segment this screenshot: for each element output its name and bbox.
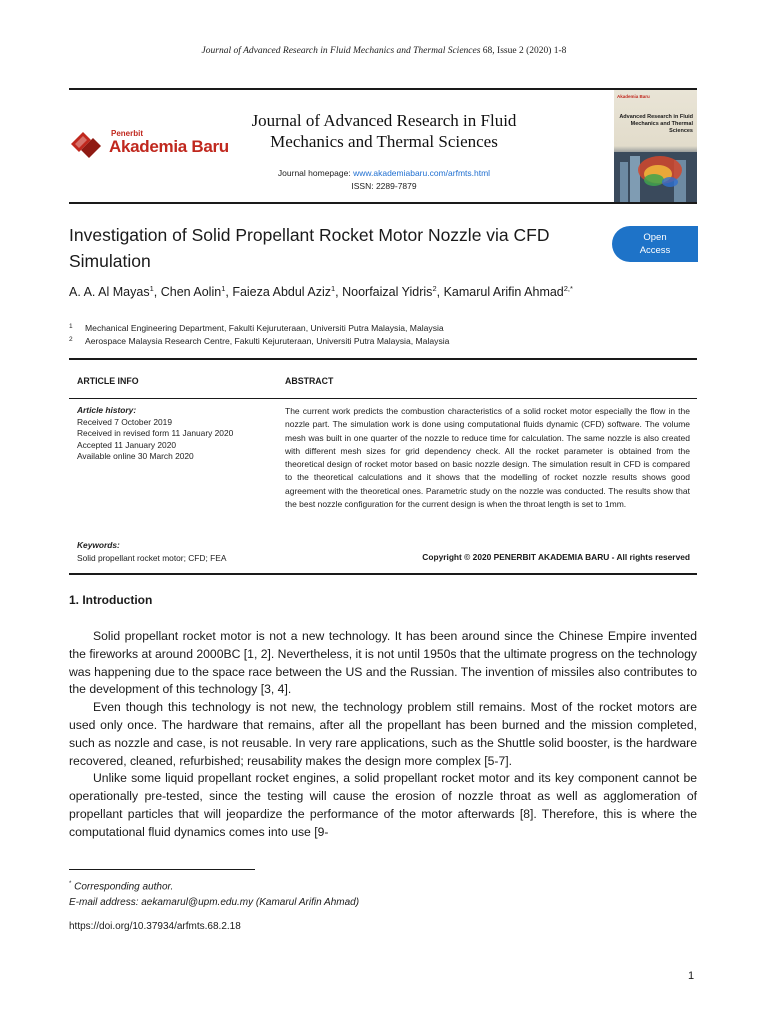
issn: ISSN: 2289-7879 [351,181,417,191]
homepage-link[interactable]: www.akademiabaru.com/arfmts.html [353,168,491,178]
info-bottom-rule [69,573,697,575]
section-heading: 1. Introduction [69,593,153,607]
body-text [69,628,697,842]
affiliation-text: Aerospace Malaysia Research Centre, Fakulti Kejuruteraan, Universiti Putra Malaysia, Malaysia [85,336,450,346]
publisher-name: Akademia Baru [109,137,229,156]
author-affil-mark: 2,* [563,284,573,293]
page-number: 1 [688,970,695,982]
abstract-text: The current work predicts the combustion characteristics of a solid rocket motor especially the flow in the nozzle part. The simulation work is done using computational fluids dynamic (CFD) software. The volume mesh was built in one quarter of the nozzle to reduce time for calculation. The same nozzle is also created with different mesh sizes for grid dependency check. All the rocket parameter is obtained from the theoretical design of rocket motor based on basic nozzle design. The simulation result in CFD is compared to the theoretical calculations and it shows that the modelling of rocket nozzle results shows good agreement with the theoretical ones. Parametric study on the nozzle was conducted. The results show that the best nozzle configuration for the current design is when the throat length is set to 1mm. [285,406,690,510]
email-note: E-mail address: aekamarul@upm.edu.my (Kamarul Arifin Ahmad) [69,897,360,909]
corresponding-author-text: Corresponding author. [74,881,174,893]
author-affil-mark: 1 [221,284,226,293]
history-item: Available online 30 March 2020 [77,451,194,461]
affiliation-item [69,322,449,335]
author-name: Chen Aolin [160,285,222,300]
history-item: Received 7 October 2019 [77,416,172,427]
homepage-label: Journal homepage: [277,168,354,178]
running-head-issue: 68, Issue 2 (2020) 1-8 [482,46,567,56]
corresponding-mark: * [69,881,72,887]
affiliation-item [69,335,449,348]
author-affil-mark: 1 [149,284,154,293]
cover-artwork [614,90,697,202]
author-name: Kamarul Arifin Ahmad [443,285,564,300]
cover-title: Advanced Research in Fluid Mechanics and Thermal Sciences [619,114,693,134]
author-name: Faieza Abdul Aziz [232,285,331,300]
affiliation-text: Mechanical Engineering Department, Fakulti Kejuruteraan, Universiti Putra Malaysia, Malaysia [85,323,444,333]
affiliations [69,322,449,348]
masthead-bottom-rule [69,202,697,204]
author-list: A. A. Al Mayas$^1$, Chen Aolin$^1$, Faieza Abdul Aziz$^1$, Noorfaizal Yidris$^2$, Kamarul Arifin Ahmad$^{2,*}$ [69,284,573,300]
body-paragraph: Even though this technology is not new, the technology problem still remains. Most of the rocket motors are used only once. The hardware that remains, after all the propellant has been burned and the mission completed, such as nozzle and case, is not reusable. In very rare applications, such as the Shuttle solid booster, is the hardware recovered, cleaned, refurbished; reusability makes the design more complex [5-7]. [69,700,698,768]
journal-title-line2: Mechanics and Thermal Sciences [270,132,498,151]
author-affil-mark: 1 [330,284,336,293]
history-item: Accepted 11 January 2020 [77,439,177,450]
running-head-journal: Journal of Advanced Research in Fluid Mechanics and Thermal Sciences [201,46,481,56]
history-item: Received in revised form 11 January 2020 [77,428,234,438]
author-name: Noorfaizal Yidris [342,285,433,300]
footnote-rule [69,869,255,870]
open-access-line2: Access [639,245,671,256]
affiliation-number: 1 [69,323,73,330]
cover-logo: Akademia Baru [617,94,650,99]
doi-link[interactable]: https://doi.org/10.37934/arfmts.68.2.18 [69,921,241,932]
info-top-rule [69,358,697,360]
open-access-badge[interactable] [612,226,698,262]
article-history [77,405,233,463]
body-paragraph: Solid propellant rocket motor is not a new technology. It has been around since the Chinese Empire invented the fireworks at around 2000BC [1, 2]. Nevertheless, it is not until 1950s that the ultimate progress on the technology was happening due to the space race between the US and the Russian. The invention of missiles also contributes to the development of this technology [3, 4]. [69,629,698,697]
publisher-logo-icon [69,128,109,162]
author-affil-mark: 2 [432,284,437,293]
affiliation-number: 2 [69,336,73,343]
article-title: Investigation of Solid Propellant Rocket Motor Nozzle via CFD Simulation [69,225,550,271]
keywords-label: Keywords: [77,540,120,550]
copyright-notice: Copyright © 2020 PENERBIT AKADEMIA BARU - All rights reserved [422,552,690,562]
body-paragraph: Unlike some liquid propellant rocket engines, a solid propellant rocket motor and its key component cannot be operationally pre-tested, since the testing will cause the erosion of nozzle throat as well as agglomeration of propellant particles that will jeopardize the performance of the motor afterwards [8]. Therefore, this is where the computational fluid dynamics comes into use [9- [69,771,697,839]
masthead [69,90,697,202]
article-info-heading: ARTICLE INFO [77,376,139,386]
info-header-rule [69,398,697,399]
author-name: A. A. Al Mayas [69,285,150,300]
journal-cover-image [614,90,697,202]
open-access-line1: Open [643,232,667,243]
footnotes [69,876,359,911]
keywords [77,539,226,565]
abstract-heading: ABSTRACT [285,376,334,386]
journal-homepage [219,168,549,178]
journal-title-line1: Journal of Advanced Research in Fluid [251,111,517,130]
publisher-logo [69,128,229,164]
corresponding-author-note [69,876,359,895]
running-head [0,46,768,56]
publisher-small-label: Penerbit [111,129,144,138]
history-label: Article history: [77,405,137,415]
journal-title [219,110,549,152]
keywords-text: Solid propellant rocket motor; CFD; FEA [77,553,227,563]
